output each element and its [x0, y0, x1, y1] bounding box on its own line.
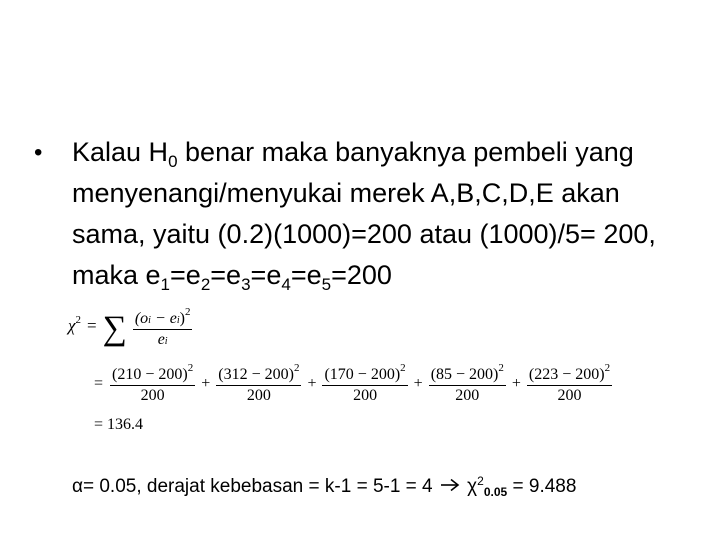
sum-equals: =: [94, 374, 104, 392]
term-fraction: [322, 362, 407, 405]
chi-square-formula: [68, 306, 192, 366]
arrow-right-icon: [440, 476, 460, 498]
general-fraction: [133, 306, 193, 349]
equals-sign: =: [86, 316, 97, 336]
term-sup: 2: [498, 362, 504, 374]
bullet-eq-a: =e: [170, 260, 201, 290]
den-e: e: [157, 331, 165, 348]
bullet-eq-c: =e: [250, 260, 282, 290]
term-denominator: 200: [353, 387, 378, 404]
bullet-text: [72, 132, 684, 296]
term-num-text: (223 − 200): [528, 366, 605, 383]
term-num-text: (170 − 200): [324, 366, 401, 383]
expanded-sum: [94, 362, 613, 405]
term-denominator: 200: [557, 387, 582, 404]
chi-table-sup: 2: [477, 474, 484, 488]
general-numerator: [133, 306, 193, 330]
term-sup: 2: [293, 362, 300, 374]
chi-table-symbol: χ: [461, 476, 478, 497]
term-sup: 2: [604, 362, 611, 374]
term-num-text: (210 − 200): [112, 366, 188, 383]
chi-symbol: χ: [68, 316, 76, 336]
num-mid: − e: [150, 310, 177, 327]
bullet-marker: •: [34, 139, 43, 166]
alpha-text: α= 0.05, derajat kebebasan = k-1 = 5-1 = 4: [72, 476, 438, 497]
term-fraction: [110, 362, 195, 405]
plus-sign: +: [413, 374, 423, 392]
term-denominator: 200: [455, 387, 480, 404]
term-denominator: 200: [246, 387, 271, 404]
num-close: ): [179, 310, 185, 327]
term-numerator: [110, 362, 195, 386]
term-sup: 2: [187, 362, 194, 374]
bullet-seg1: Kalau H: [72, 137, 169, 167]
chi-square-sup: 2: [75, 314, 81, 327]
chi-table-value: = 9.488: [507, 476, 577, 497]
bullet-seg2: benar maka banyaknya pembeli yang menyenangi/menyukai merek A,B,C,D,E akan sama, yaitu (0.2)(1000)=200 atau (1000)/5= 200, maka e: [72, 137, 656, 290]
bullet-eq-d: =e: [290, 260, 322, 290]
term-denominator: 200: [140, 387, 165, 404]
term-fraction: [527, 362, 612, 405]
term-num-text: (312 − 200): [218, 366, 294, 383]
e2-subscript: 2: [200, 275, 211, 294]
e5-subscript: 5: [321, 275, 332, 294]
term-fraction: [216, 362, 301, 405]
alpha-line: [72, 474, 576, 499]
plus-sign: +: [201, 374, 211, 392]
num-open: (o: [134, 310, 149, 327]
term-numerator: [429, 362, 506, 386]
bullet-eq-b: =e: [210, 260, 242, 290]
general-denominator: [133, 330, 193, 349]
chi-table-sub: 0.05: [483, 485, 508, 499]
term-numerator: [216, 362, 301, 386]
e1-subscript: 1: [160, 275, 171, 294]
e-sub: i: [176, 315, 180, 326]
e3-subscript: 3: [241, 275, 251, 294]
bullet-paragraph: [34, 132, 684, 296]
term-fraction: [429, 362, 506, 405]
e4-subscript: 4: [281, 275, 291, 294]
term-numerator: [322, 362, 407, 386]
num-sup: 2: [184, 306, 191, 318]
chi-square-result: = 136.4: [94, 416, 144, 433]
sigma-icon: ∑: [102, 310, 127, 348]
den-sub: i: [164, 336, 168, 347]
h-subscript: 0: [168, 152, 178, 171]
bullet-tail: =200: [331, 260, 392, 290]
o-sub: i: [148, 315, 151, 326]
term-num-text: (85 − 200): [430, 366, 499, 383]
term-numerator: [527, 362, 612, 386]
term-sup: 2: [400, 362, 406, 374]
plus-sign: +: [307, 374, 317, 392]
plus-sign: +: [511, 374, 521, 392]
